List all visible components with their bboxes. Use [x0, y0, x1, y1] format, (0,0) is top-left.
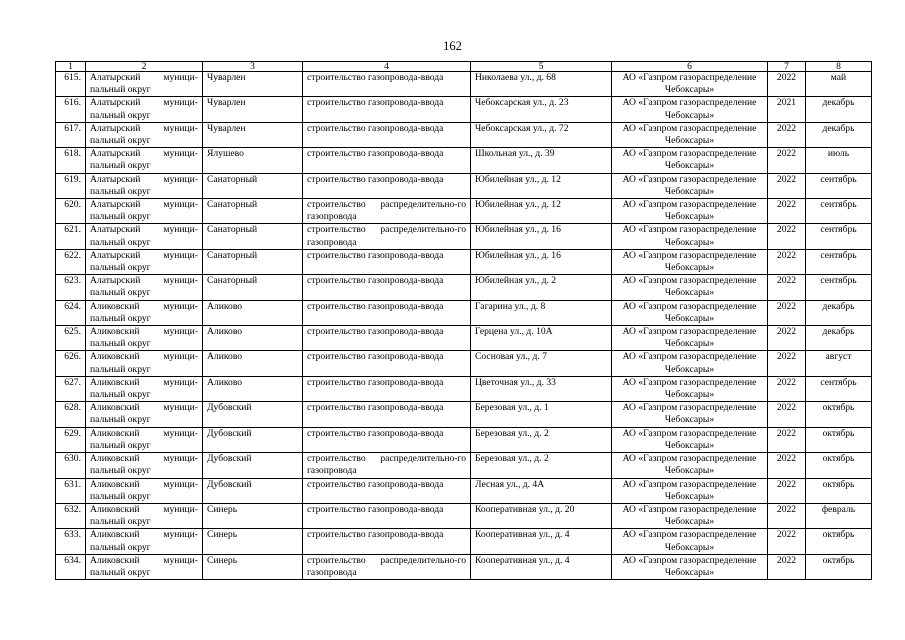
row-number: 629. — [56, 427, 86, 452]
settlement-cell: Дубовский — [203, 427, 303, 452]
organization-cell: АО «Газпром газораспределение Чебоксары» — [612, 300, 768, 325]
work-type-cell: строительство газопровода-ввода — [303, 173, 471, 198]
year-cell: 2022 — [768, 199, 806, 224]
settlement-cell: Аликово — [203, 300, 303, 325]
work-type-cell: строительство газопровода-ввода — [303, 427, 471, 452]
organization-cell: АО «Газпром газораспределение Чебоксары» — [612, 199, 768, 224]
month-cell: октябрь — [806, 427, 872, 452]
month-cell: сентябрь — [806, 173, 872, 198]
year-cell: 2022 — [768, 478, 806, 503]
district-cell: Аликовский муници-пальный округ — [86, 351, 203, 376]
year-cell: 2022 — [768, 224, 806, 249]
table-row — [56, 554, 872, 579]
organization-cell: АО «Газпром газораспределение Чебоксары» — [612, 529, 768, 554]
organization-cell: АО «Газпром газораспределение Чебоксары» — [612, 478, 768, 503]
row-number: 616. — [56, 97, 86, 122]
settlement-cell: Санаторный — [203, 249, 303, 274]
work-type-cell: строительство газопровода-ввода — [303, 402, 471, 427]
year-cell: 2022 — [768, 554, 806, 579]
settlement-cell: Синерь — [203, 554, 303, 579]
settlement-cell: Дубовский — [203, 453, 303, 478]
month-cell: сентябрь — [806, 199, 872, 224]
month-cell: октябрь — [806, 554, 872, 579]
work-type-cell: строительство газопровода-ввода — [303, 148, 471, 173]
district-cell: Алатырский муници-пальный округ — [86, 249, 203, 274]
settlement-cell: Синерь — [203, 529, 303, 554]
month-cell: декабрь — [806, 300, 872, 325]
organization-cell: АО «Газпром газораспределение Чебоксары» — [612, 376, 768, 401]
work-type-cell: строительство распределительно-го газопровода — [303, 224, 471, 249]
organization-cell: АО «Газпром газораспределение Чебоксары» — [612, 224, 768, 249]
district-cell: Аликовский муници-пальный округ — [86, 300, 203, 325]
organization-cell: АО «Газпром газораспределение Чебоксары» — [612, 97, 768, 122]
row-number: 621. — [56, 224, 86, 249]
organization-cell: АО «Газпром газораспределение Чебоксары» — [612, 402, 768, 427]
district-cell: Алатырский муници-пальный округ — [86, 122, 203, 147]
work-type-cell: строительство газопровода-ввода — [303, 326, 471, 351]
month-cell: февраль — [806, 503, 872, 528]
district-cell: Аликовский муници-пальный округ — [86, 503, 203, 528]
work-type-cell: строительство газопровода-ввода — [303, 300, 471, 325]
year-cell: 2022 — [768, 300, 806, 325]
settlement-cell: Санаторный — [203, 199, 303, 224]
work-type-cell: строительство газопровода-ввода — [303, 529, 471, 554]
table-row — [56, 427, 872, 452]
header-row — [56, 62, 872, 72]
organization-cell: АО «Газпром газораспределение Чебоксары» — [612, 503, 768, 528]
address-cell: Лесная ул., д. 4А — [471, 478, 612, 503]
row-number: 615. — [56, 72, 86, 97]
month-cell: август — [806, 351, 872, 376]
address-cell: Школьная ул., д. 39 — [471, 148, 612, 173]
district-cell: Алатырский муници-пальный округ — [86, 148, 203, 173]
month-cell: октябрь — [806, 453, 872, 478]
month-cell: декабрь — [806, 122, 872, 147]
table-row — [56, 326, 872, 351]
row-number: 626. — [56, 351, 86, 376]
year-cell: 2021 — [768, 97, 806, 122]
organization-cell: АО «Газпром газораспределение Чебоксары» — [612, 351, 768, 376]
district-cell: Алатырский муници-пальный округ — [86, 275, 203, 300]
column-header: 8 — [806, 62, 872, 72]
organization-cell: АО «Газпром газораспределение Чебоксары» — [612, 122, 768, 147]
table-row — [56, 224, 872, 249]
row-number: 622. — [56, 249, 86, 274]
district-cell: Алатырский муници-пальный округ — [86, 199, 203, 224]
settlement-cell: Чуварлен — [203, 97, 303, 122]
organization-cell: АО «Газпром газораспределение Чебоксары» — [612, 275, 768, 300]
work-type-cell: строительство газопровода-ввода — [303, 503, 471, 528]
address-cell: Цветочная ул., д. 33 — [471, 376, 612, 401]
settlement-cell: Чуварлен — [203, 122, 303, 147]
work-type-cell: строительство газопровода-ввода — [303, 97, 471, 122]
column-header: 2 — [86, 62, 203, 72]
row-number: 627. — [56, 376, 86, 401]
organization-cell: АО «Газпром газораспределение Чебоксары» — [612, 148, 768, 173]
table-row — [56, 376, 872, 401]
row-number: 631. — [56, 478, 86, 503]
organization-cell: АО «Газпром газораспределение Чебоксары» — [612, 326, 768, 351]
address-cell: Чебоксарская ул., д. 23 — [471, 97, 612, 122]
table-row — [56, 529, 872, 554]
page-number: 162 — [443, 39, 462, 53]
month-cell: октябрь — [806, 478, 872, 503]
register-table — [55, 61, 872, 580]
row-number: 623. — [56, 275, 86, 300]
work-type-cell: строительство газопровода-ввода — [303, 249, 471, 274]
settlement-cell: Аликово — [203, 376, 303, 401]
month-cell: декабрь — [806, 326, 872, 351]
year-cell: 2022 — [768, 402, 806, 427]
settlement-cell: Санаторный — [203, 224, 303, 249]
year-cell: 2022 — [768, 72, 806, 97]
address-cell: Герцена ул., д. 10А — [471, 326, 612, 351]
settlement-cell: Ялушево — [203, 148, 303, 173]
year-cell: 2022 — [768, 249, 806, 274]
table-row — [56, 199, 872, 224]
column-header: 4 — [303, 62, 471, 72]
table-row — [56, 249, 872, 274]
table-row — [56, 503, 872, 528]
year-cell: 2022 — [768, 275, 806, 300]
settlement-cell: Дубовский — [203, 402, 303, 427]
month-cell: сентябрь — [806, 376, 872, 401]
table-row — [56, 72, 872, 97]
month-cell: сентябрь — [806, 275, 872, 300]
row-number: 619. — [56, 173, 86, 198]
work-type-cell: строительство распределительно-го газопровода — [303, 453, 471, 478]
district-cell: Аликовский муници-пальный округ — [86, 554, 203, 579]
month-cell: декабрь — [806, 97, 872, 122]
year-cell: 2022 — [768, 351, 806, 376]
address-cell: Сосновая ул., д. 7 — [471, 351, 612, 376]
settlement-cell: Аликово — [203, 326, 303, 351]
settlement-cell: Аликово — [203, 351, 303, 376]
address-cell: Юбилейная ул., д. 16 — [471, 224, 612, 249]
address-cell: Березовая ул., д. 2 — [471, 427, 612, 452]
year-cell: 2022 — [768, 122, 806, 147]
address-cell: Юбилейная ул., д. 16 — [471, 249, 612, 274]
table-row — [56, 453, 872, 478]
district-cell: Аликовский муници-пальный округ — [86, 402, 203, 427]
table-row — [56, 478, 872, 503]
address-cell: Гагарина ул., д. 8 — [471, 300, 612, 325]
row-number: 620. — [56, 199, 86, 224]
row-number: 630. — [56, 453, 86, 478]
district-cell: Аликовский муници-пальный округ — [86, 376, 203, 401]
work-type-cell: строительство распределительно-го газопровода — [303, 199, 471, 224]
row-number: 628. — [56, 402, 86, 427]
address-cell: Чебоксарская ул., д. 72 — [471, 122, 612, 147]
work-type-cell: строительство газопровода-ввода — [303, 351, 471, 376]
row-number: 634. — [56, 554, 86, 579]
settlement-cell: Дубовский — [203, 478, 303, 503]
district-cell: Алатырский муници-пальный округ — [86, 173, 203, 198]
address-cell: Кооперативная ул., д. 20 — [471, 503, 612, 528]
table-row — [56, 351, 872, 376]
table-row — [56, 275, 872, 300]
district-cell: Аликовский муници-пальный округ — [86, 478, 203, 503]
address-cell: Юбилейная ул., д. 12 — [471, 199, 612, 224]
organization-cell: АО «Газпром газораспределение Чебоксары» — [612, 427, 768, 452]
row-number: 618. — [56, 148, 86, 173]
column-header: 1 — [56, 62, 86, 72]
district-cell: Алатырский муници-пальный округ — [86, 97, 203, 122]
organization-cell: АО «Газпром газораспределение Чебоксары» — [612, 173, 768, 198]
address-cell: Юбилейная ул., д. 2 — [471, 275, 612, 300]
year-cell: 2022 — [768, 376, 806, 401]
column-header: 3 — [203, 62, 303, 72]
table-row — [56, 300, 872, 325]
table-row — [56, 148, 872, 173]
table-row — [56, 97, 872, 122]
row-number: 633. — [56, 529, 86, 554]
district-cell: Аликовский муници-пальный округ — [86, 326, 203, 351]
column-header: 5 — [471, 62, 612, 72]
work-type-cell: строительство газопровода-ввода — [303, 72, 471, 97]
month-cell: июль — [806, 148, 872, 173]
work-type-cell: строительство распределительно-го газопровода — [303, 554, 471, 579]
table-row — [56, 173, 872, 198]
year-cell: 2022 — [768, 148, 806, 173]
month-cell: май — [806, 72, 872, 97]
organization-cell: АО «Газпром газораспределение Чебоксары» — [612, 249, 768, 274]
row-number: 625. — [56, 326, 86, 351]
row-number: 624. — [56, 300, 86, 325]
settlement-cell: Санаторный — [203, 275, 303, 300]
table-row — [56, 402, 872, 427]
column-header: 7 — [768, 62, 806, 72]
address-cell: Кооперативная ул., д. 4 — [471, 554, 612, 579]
year-cell: 2022 — [768, 326, 806, 351]
month-cell: октябрь — [806, 402, 872, 427]
organization-cell: АО «Газпром газораспределение Чебоксары» — [612, 72, 768, 97]
settlement-cell: Синерь — [203, 503, 303, 528]
work-type-cell: строительство газопровода-ввода — [303, 122, 471, 147]
row-number: 632. — [56, 503, 86, 528]
work-type-cell: строительство газопровода-ввода — [303, 478, 471, 503]
district-cell: Аликовский муници-пальный округ — [86, 453, 203, 478]
address-cell: Березовая ул., д. 1 — [471, 402, 612, 427]
work-type-cell: строительство газопровода-ввода — [303, 275, 471, 300]
year-cell: 2022 — [768, 453, 806, 478]
column-header: 6 — [612, 62, 768, 72]
address-cell: Кооперативная ул., д. 4 — [471, 529, 612, 554]
settlement-cell: Чуварлен — [203, 72, 303, 97]
address-cell: Юбилейная ул., д. 12 — [471, 173, 612, 198]
year-cell: 2022 — [768, 529, 806, 554]
district-cell: Аликовский муници-пальный округ — [86, 427, 203, 452]
district-cell: Алатырский муници-пальный округ — [86, 72, 203, 97]
work-type-cell: строительство газопровода-ввода — [303, 376, 471, 401]
row-number: 617. — [56, 122, 86, 147]
month-cell: сентябрь — [806, 224, 872, 249]
year-cell: 2022 — [768, 503, 806, 528]
table-body — [56, 72, 872, 580]
address-cell: Березовая ул., д. 2 — [471, 453, 612, 478]
organization-cell: АО «Газпром газораспределение Чебоксары» — [612, 453, 768, 478]
district-cell: Аликовский муници-пальный округ — [86, 529, 203, 554]
month-cell: сентябрь — [806, 249, 872, 274]
table-row — [56, 122, 872, 147]
organization-cell: АО «Газпром газораспределение Чебоксары» — [612, 554, 768, 579]
district-cell: Алатырский муници-пальный округ — [86, 224, 203, 249]
year-cell: 2022 — [768, 173, 806, 198]
year-cell: 2022 — [768, 427, 806, 452]
address-cell: Николаева ул., д. 68 — [471, 72, 612, 97]
settlement-cell: Санаторный — [203, 173, 303, 198]
month-cell: октябрь — [806, 529, 872, 554]
